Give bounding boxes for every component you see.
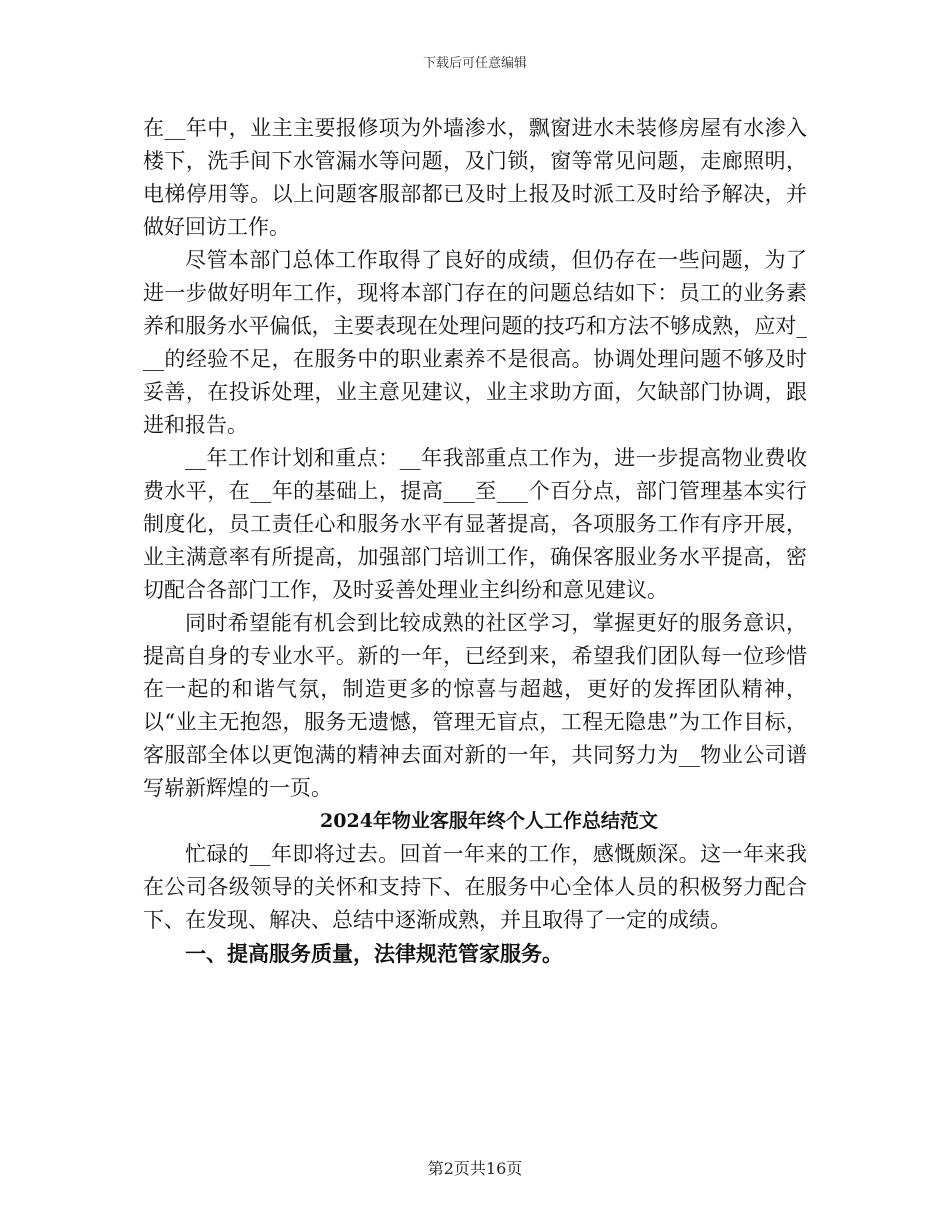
paragraph-work-plan: __年工作计划和重点：__年我部重点工作为，进一步提高物业费收费水平，在__年的基础上，提高___至___个百分点，部门管理基本实行制度化，员工责任心和服务水平有显著提高，各项服务工作有序开展，业主满意率有所提高，加强部门培训工作，确保客服业务水平提高，密切配合各部门工作，及时妥善处理业主纠纷和意见建议。 — [143, 446, 807, 602]
paragraph-outlook: 同时希望能有机会到比较成熟的社区学习，掌握更好的服务意识，提高自身的专业水平。新的一年，已经到来，希望我们团队每一位珍惜在一起的和谐气氛，制造更多的惊喜与超越，更好的发挥团队精神，以“业主无抱怨，服务无遗憾，管理无盲点，工程无隐患”为工作目标，客服部全体以更饱满的精神去面对新的一年，共同努力为__物业公司谱写崭新辉煌的一页。 — [143, 611, 807, 800]
paragraph-intro: 忙碌的__年即将过去。回首一年来的工作，感慨颇深。这一年来我在公司各级领导的关怀和支持下、在服务中心全体人员的积极努力配合下、在发现、解决、总结中逐渐成熟，并且取得了一定的成绩。 — [143, 842, 807, 932]
page-footer: 第2页共16页 — [427, 1159, 523, 1178]
page-header: 下载后可任意编辑 — [422, 56, 527, 71]
paragraph-problems: 尽管本部门总体工作取得了良好的成绩，但仍存在一些问题，为了进一步做好明年工作，现将本部门存在的问题总结如下：员工的业务素养和服务水平偏低，主要表现在处理问题的技巧和方法不够成熟，应对___的经验不足，在服务中的职业素养不是很高。协调处理问题不够及时妥善，在投诉处理，业主意见建议，业主求助方面，欠缺部门协调，跟进和报告。 — [143, 248, 807, 437]
document-body — [143, 112, 807, 970]
section-title: 2024年物业客服年终个人工作总结范文 — [320, 810, 658, 832]
paragraph-repairs: 在__年中，业主主要报修项为外墙渗水，飘窗进水未装修房屋有水渗入楼下，洗手间下水管漏水等问题，及门锁，窗等常见问题，走廊照明，电梯停用等。以上问题客服部都已及时上报及时派工及时给予解决，并做好回访工作。 — [143, 116, 807, 239]
subheading-service-quality: 一、提高服务质量，法律规范管家服务。 — [185, 941, 563, 966]
